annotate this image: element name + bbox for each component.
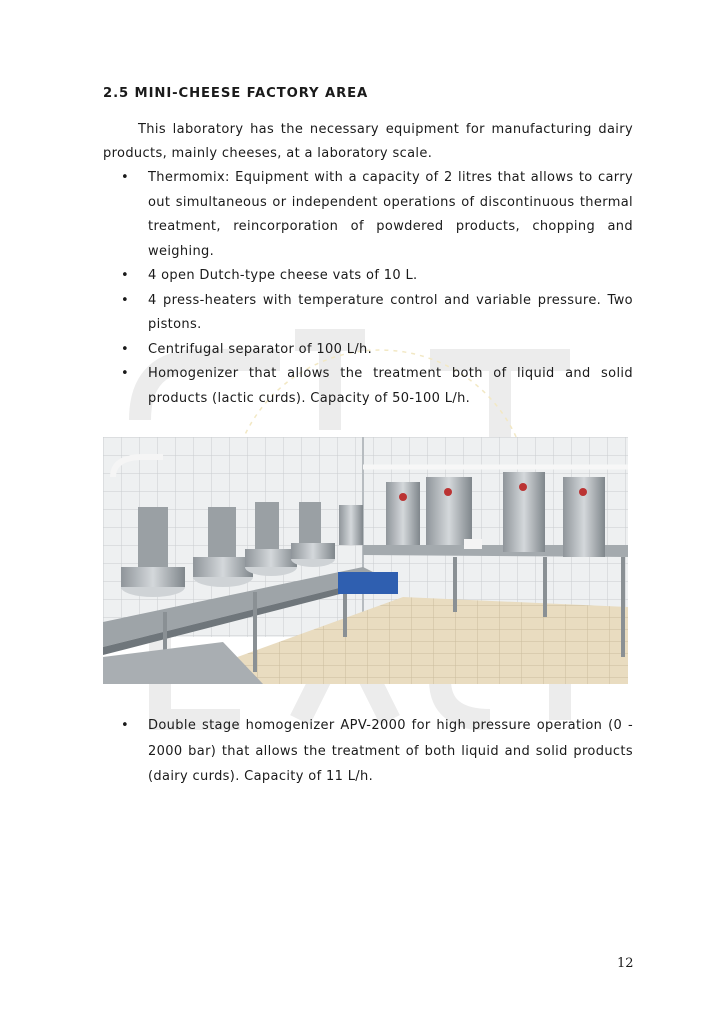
bullet-icon: • [121,268,130,283]
list-item [103,713,633,790]
list-item-text: Homogenizer that allows the treatment both of liquid and solid products (lactic curds). Capacity of 50-100 L/h. [148,366,633,406]
list-item-text: Thermomix: Equipment with a capacity of 2 litres that allows to carry out simultaneous or independent operations of discontinuous thermal treatment, reincorporation of powdered products, chopping and weighing. [148,170,633,259]
list-item-text: Double stage homogenizer APV-2000 for high pressure operation (0 - 2000 bar) that allows the treatment of both liquid and solid products (dairy curds). Capacity of 11 L/h. [148,718,633,784]
bullet-icon: • [121,366,130,381]
bullet-icon: • [121,718,130,733]
bullet-icon: • [121,292,130,308]
equipment-list [103,166,633,411]
list-item-text: Centrifugal separator of 100 L/h. [148,341,373,357]
bullet-icon: • [121,170,130,185]
section-heading: 2.5 MINI-CHEESE FACTORY AREA [103,86,369,101]
list-item [103,289,633,338]
equipment-list-continued [103,713,633,790]
list-item [103,166,633,264]
list-item [103,338,633,363]
intro-paragraph: This laboratory has the necessary equipment for manufacturing dairy products, mainly cheeses, at a laboratory scale. [103,122,633,161]
list-item [103,362,633,411]
list-item [103,264,633,289]
list-item-text: 4 press-heaters with temperature control and variable pressure. Two pistons. [148,292,633,332]
list-item-text: 4 open Dutch-type cheese vats of 10 L. [148,268,418,283]
laboratory-photo [103,437,628,684]
page-number: 12 [617,956,634,971]
bullet-icon: • [121,341,130,357]
